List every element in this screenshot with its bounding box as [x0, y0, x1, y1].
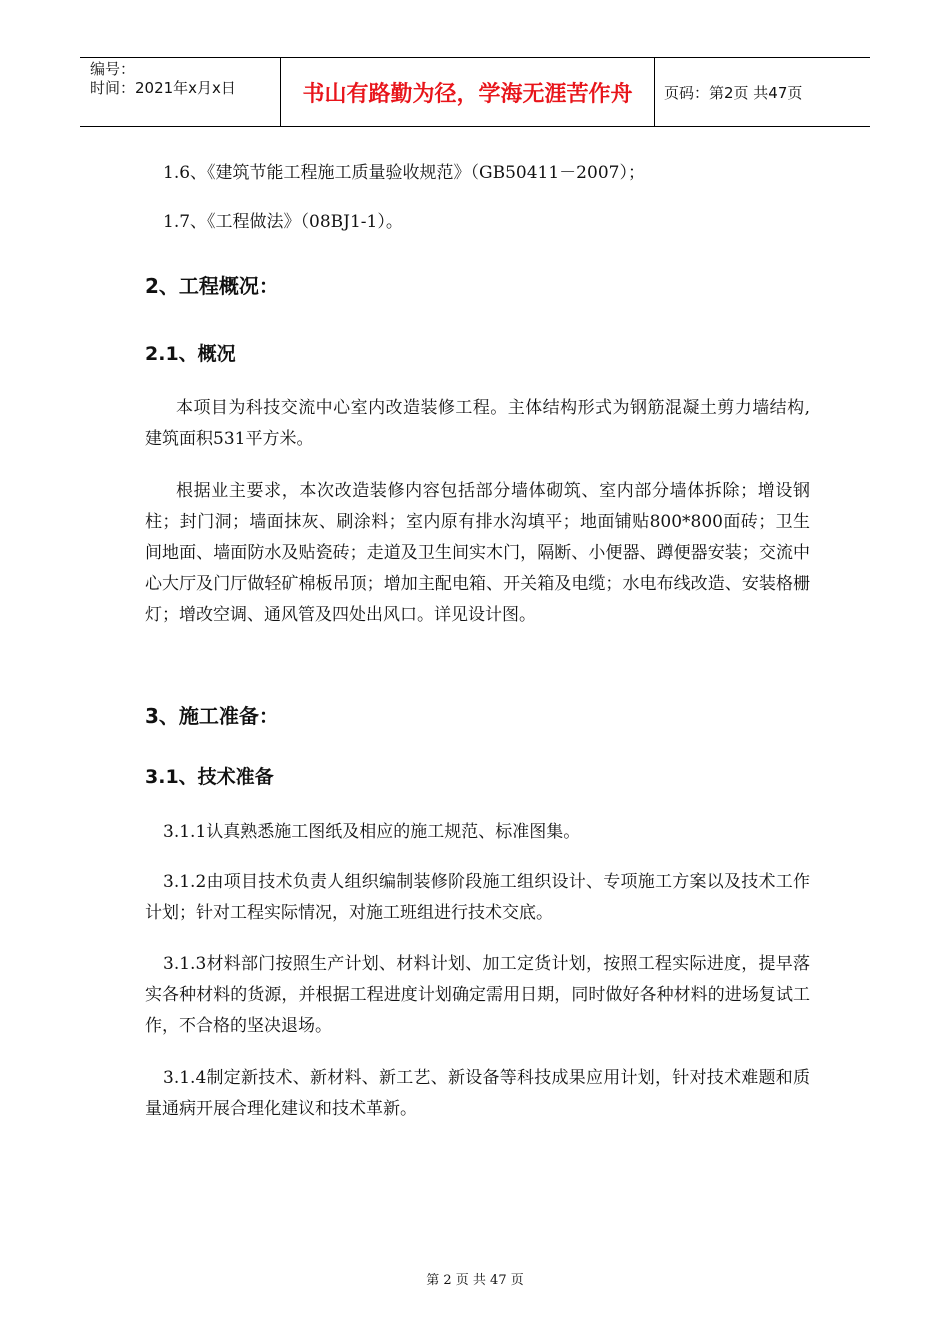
- header-table: [80, 57, 870, 127]
- header-meta: [80, 58, 281, 126]
- overview-paragraph-1: 本项目为科技交流中心室内改造装修工程。主体结构形式为钢筋混凝土剪力墙结构,建筑面积531平方米。: [145, 398, 810, 449]
- tech-item-3-1-2: 3.1.2由项目技术负责人组织编制装修阶段施工组织设计、专项施工方案以及技术工作计划；针对工程实际情况，对施工班组进行技术交底。: [145, 872, 810, 923]
- section-3-title: 3、施工准备：: [145, 704, 279, 728]
- standard-1-7: 1.7、《工程做法》（08BJ1-1）。: [163, 212, 403, 232]
- section-3-1-title: 3.1、技术准备: [145, 766, 274, 788]
- overview-paragraph-2: 根据业主要求，本次改造装修内容包括部分墙体砌筑、室内部分墙体拆除；增设钢柱；封门洞；墙面抹灰、刷涂料；室内原有排水沟填平；地面铺贴800*800面砖；卫生间地面、墙面防水及贴瓷砖；走道及卫生间实木门，隔断、小便器、蹲便器安装；交流中心大厅及门厅做轻矿棉板吊顶；增加主配电箱、开关箱及电缆；水电布线改造、安装格栅灯；增改空调、通风管及四处出风口。详见设计图。: [145, 481, 810, 625]
- section-2-title: 2、工程概况：: [145, 274, 279, 298]
- section-2-1-title: 2.1、概况: [145, 343, 236, 365]
- code-label: 编号：: [90, 60, 136, 78]
- time-label: 时间：2021年x月x日: [90, 79, 236, 97]
- standard-1-6: 1.6、《建筑节能工程施工质量验收规范》（GB50411－2007）；: [163, 163, 645, 183]
- header-page-info: 页码：第2页 共47页: [664, 83, 803, 102]
- tech-item-3-1-4: 3.1.4制定新技术、新材料、新工艺、新设备等科技成果应用计划，针对技术难题和质量通病开展合理化建议和技术革新。: [145, 1068, 810, 1119]
- page-footer: 第 2 页 共 47 页: [426, 1273, 524, 1288]
- tech-item-3-1-1: 3.1.1认真熟悉施工图纸及相应的施工规范、标准图集。: [163, 822, 581, 842]
- header-motto: 书山有路勤为径，学海无涯苦作舟: [281, 58, 655, 126]
- tech-item-3-1-3: 3.1.3材料部门按照生产计划、材料计划、加工定货计划，按照工程实际进度，提早落实各种材料的货源，并根据工程进度计划确定需用日期，同时做好各种材料的进场复试工作，不合格的坚决退场。: [145, 954, 810, 1036]
